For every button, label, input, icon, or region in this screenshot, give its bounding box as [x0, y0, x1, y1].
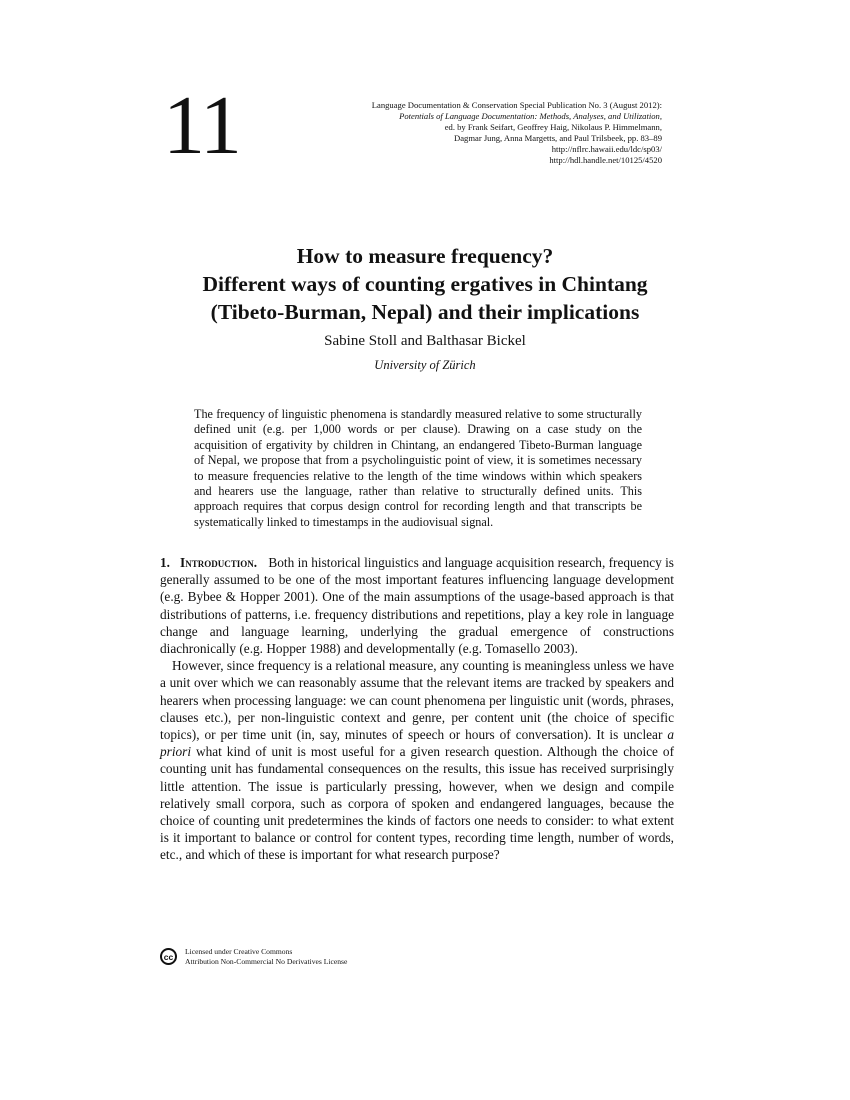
section-title: Introduction. — [180, 555, 258, 570]
title-line-1: How to measure frequency? — [296, 244, 554, 268]
handle-url[interactable]: http://hdl.handle.net/10125/4520 — [549, 155, 662, 165]
affiliation: University of Zürich — [374, 358, 476, 372]
editors-line1: ed. by Frank Seifart, Geoffrey Haig, Nikolaus P. Himmelmann, — [444, 122, 662, 132]
paragraph-1 — [160, 554, 674, 657]
paragraph-2-italic: a priori — [160, 727, 674, 760]
paper-title — [0, 242, 850, 326]
abstract: The frequency of linguistic phenomena is standardly measured relative to some structurally defined unit (e.g. per 1,000 words or per clause). Drawing on a case study on the acquisition of ergativity by children in Chintang, an endangered Tibeto-Burman language of Nepal, we propose that from a psycholinguistic point of view, it is sometimes necessary to measure frequencies relative to the length of the time windows within which speakers and hearers use the language, rather than relative to structurally defined units. This approach requires that corpus design control for recording length and that transcripts be systematically linked to timestamps in the audiovisual signal. — [194, 407, 642, 529]
section-number: 1. — [160, 555, 170, 570]
volume-url[interactable]: http://nflrc.hawaii.edu/ldc/sp03/ — [551, 144, 662, 154]
paragraph-1-text: Both in historical linguistics and language acquisition research, frequency is generally assumed to be one of the most important features influencing language development (e.g. Bybee & Hopper 2001). One of the main assumptions of the usage-based approach is that distributions of patterns, i.e. frequency distributions and repetitions, play a key role in language change and language learning, underlying the gradual emergence of constructions diachronically (e.g. Hopper 1988) and developmentally (e.g. Tomasello 2003). — [160, 555, 674, 657]
creative-commons-icon: cc — [160, 948, 177, 965]
license-text — [185, 947, 347, 966]
license-notice — [160, 947, 347, 966]
paragraph-2 — [160, 657, 674, 863]
license-line-2: Attribution Non-Commercial No Derivatives License — [185, 956, 348, 966]
license-line-1: Licensed under Creative Commons — [185, 947, 293, 956]
title-line-2: Different ways of counting ergatives in Chintang — [202, 272, 648, 296]
authors: Sabine Stoll and Balthasar Bickel — [324, 333, 526, 349]
editors-line2: Dagmar Jung, Anna Margetts, and Paul Trilsbeek, pp. 83–89 — [454, 133, 662, 143]
paragraph-2-text-b: what kind of unit is most useful for a given research question. Although the choice of counting unit has fundamental consequences on the results, this issue has received surprisingly little attention. The issue is particularly pressing, however, when we design and compile relatively small corpora, such as corpora of spoken and endangered languages, because the choice of counting unit predetermines the kinds of factors one needs to consider: to what extent is it important to balance or control for content types, recording time length, number of words, etc., and which of these is important for what research purpose? — [160, 744, 674, 863]
publication-info — [342, 100, 662, 166]
introduction-section — [160, 554, 674, 864]
paragraph-2-text-a: However, since frequency is a relational measure, any counting is meaningless unless we have a unit over which we can reasonably assume that the relevant items are tracked by speakers and hearers when processing language: we can count phenomena per linguistic unit (words, phrases, clauses etc.), per non-linguistic context and genre, per content unit (the choice of specific topics), or per time unit (in, say, minutes of speech or hours of conversation). It is unclear — [160, 658, 674, 743]
title-line-3: (Tibeto-Burman, Nepal) and their implications — [210, 300, 640, 324]
volume-title: Potentials of Language Documentation: Methods, Analyses, and Utilization, — [399, 111, 662, 121]
publication-series: Language Documentation & Conservation Special Publication No. 3 (August 2012): — [371, 100, 662, 110]
chapter-number: 11 — [163, 79, 240, 172]
